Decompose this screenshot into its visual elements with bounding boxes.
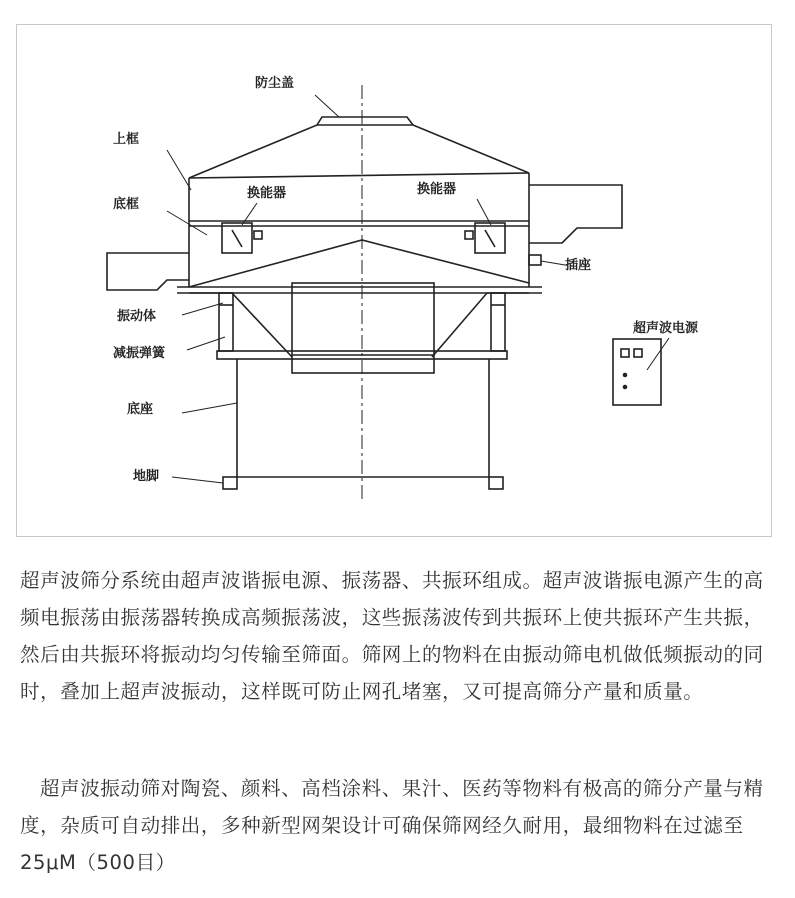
bottom-frame-funnel	[189, 240, 529, 287]
spring-right	[491, 293, 505, 351]
foot-right	[489, 477, 503, 489]
label-vibrating-body: 振动体	[117, 309, 157, 324]
dust-cover-shape	[317, 117, 413, 125]
ultrasonic-sieve-diagram	[17, 25, 773, 538]
left-outlet	[107, 253, 189, 290]
label-ultrasonic-power: 超声波电源	[633, 321, 699, 336]
label-base: 底座	[127, 402, 154, 417]
label-bottom-frame: 底框	[113, 197, 140, 212]
diagram-figure	[16, 24, 772, 537]
socket-shape	[529, 255, 541, 265]
upper-frame-dome	[189, 125, 529, 178]
label-damping-spring: 减振弹簧	[113, 346, 166, 361]
label-feet: 地脚	[133, 469, 160, 484]
article-paragraph-1: 超声波筛分系统由超声波谐振电源、振荡器、共振环组成。超声波谐振电源产生的高频电振荡由振荡器转换成高频振荡波，这些振荡波传到共振环上使共振环产生共振，然后由共振环将振动均匀传输至筛面。筛网上的物料在由振动筛电机做低频振动的同时，叠加上超声波振动，这样既可防止网孔堵塞，又可提高筛分产量和质量。	[20, 569, 764, 703]
label-upper-frame: 上框	[113, 132, 140, 147]
label-dust-cover: 防尘盖	[255, 76, 295, 91]
label-socket: 插座	[565, 258, 592, 273]
label-transducer-right: 换能器	[417, 182, 457, 197]
right-outlet	[529, 185, 622, 243]
article-paragraph-2: 超声波振动筛对陶瓷、颜料、高档涂料、果汁、医药等物料有极高的筛分产量与精度，杂质可自动排出，多种新型网架设计可确保筛网经久耐用，最细物料在过滤至25μM（500目）	[20, 777, 764, 874]
foot-left	[223, 477, 237, 489]
label-transducer-left: 换能器	[247, 186, 287, 201]
spring-left	[219, 293, 233, 351]
